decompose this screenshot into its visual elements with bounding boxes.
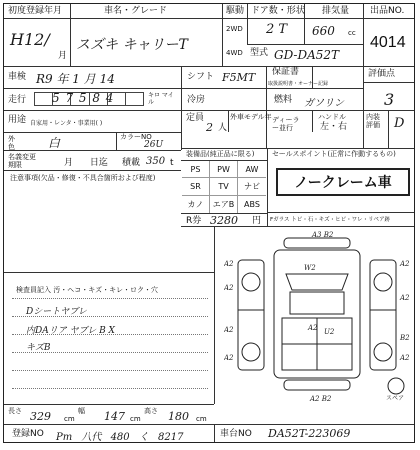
drive-4wd: 4WD [226,49,243,57]
first-reg-value: H12/ [10,30,50,49]
height-label: 高さ [144,407,158,415]
color-no-label: カラーNO [120,133,152,141]
capacity-unit: 人 [218,123,228,133]
diagram-mark-3: A2 [224,284,234,292]
diagram-mark-8: U2 [324,328,335,336]
equip-ps: PS [182,161,210,178]
diagram-mark-6: W2 [304,264,316,272]
dealer-label: ディーラー並行 [272,116,300,132]
transfer-value: 月 日迄 [64,158,108,168]
height-unit: cm [196,415,207,423]
diagram-mark-1: A3 B2 [312,231,334,239]
caution-title: 注意事項(欠品・修復・不具合箇所および程度) [10,174,156,182]
equip-kano: カノ [182,196,210,213]
color-label: 外色 [8,135,15,151]
glass-footer: Fガラス トビ・石・キズ・ヒビ・ワレ・リペア跡 [270,217,391,223]
eval-value: 3 [384,90,395,109]
diagram-mark-11: B2 [400,334,410,342]
recycle-value: 3280 [210,214,238,227]
chassis-label: 車台NO [220,429,252,439]
selling-points-title: セールスポイント(正常に作動するもの) [272,150,396,158]
handle-value: 左・右 [320,122,348,132]
recycle-unit: 円 [252,216,262,226]
mileage-label: 走行 [8,95,27,105]
interior-label: 内装評価 [366,113,380,129]
no-claim-stamp: ノークレーム車 [276,168,410,196]
note-line-2: 内DAリア ヤブレ B X [26,326,115,336]
purpose-label: 用途 [8,115,27,125]
note-line-3: キズB [26,343,51,353]
equip-tv: TV [210,178,238,195]
inspection-value: R9 年 1 月 14 [36,72,115,86]
inspector-title: 検査員記入 汚・ヘコ・キズ・キレ・ロク・穴 [16,286,159,294]
height-value: 180 [168,410,189,423]
diagram-mark-10: A2 [400,294,410,302]
model-label: 型式 [250,48,269,58]
width-unit: cm [130,415,141,423]
displacement-value: 660 [312,24,335,38]
diagram-mark-7: A2 [308,324,318,332]
equip-navi: ナビ [238,178,266,195]
doors-value: 2 T [266,22,288,37]
capacity-label: 定員 [186,113,205,123]
diagram-mark-4: A2 [224,326,234,334]
spare-label: スペア [386,395,405,402]
warranty-sub: 取扱説明書・オーナー記録 [268,81,329,87]
first-reg-label: 初度登録年月 [8,6,63,16]
fuel-value: ガソリン [304,98,344,109]
handle-label: ハンドル [318,113,346,121]
chassis-value: DA52T-223069 [268,427,351,440]
vehicle-diagram [224,230,414,402]
load-unit: t [170,158,174,168]
interior-value: D [394,116,405,131]
capacity-value: 2 [206,121,213,134]
auction-sheet [3,3,415,443]
diagram-mark-13: A2 B2 [310,395,332,402]
inspection-label: 車検 [8,72,27,82]
model-value: GD-DA52T [274,48,340,62]
reg-label: 登録NO [12,429,44,439]
equip-aw: AW [238,161,266,178]
purpose-options: 自家用・レンタ・事業用( ) [30,120,103,127]
width-value: 147 [104,410,125,423]
lot-label: 出品NO. [370,6,405,16]
fuel-label: 燃料 [274,95,293,105]
color-no-value: 26U [144,140,164,150]
load-value: 350 [146,156,166,167]
equip-airbag: エアB [210,196,238,213]
displacement-unit: cc [348,29,356,37]
eval-label: 評価点 [368,69,396,79]
length-label: 長さ [8,407,22,415]
equip-sr: SR [182,178,210,195]
name-grade-label: 車名・グレード [104,6,168,16]
displacement-label: 排気量 [322,6,350,16]
recycle-label: R券 [186,216,202,226]
diagram-mark-2: A2 [224,260,234,268]
shift-value: F5MT [222,71,256,84]
load-label: 積載 [122,158,141,168]
equip-abs: ABS [244,199,260,209]
first-reg-month: 月 [58,51,68,61]
mileage-value: 5 7 5 8 4 [52,91,115,105]
color-value: 白 [48,136,61,150]
length-unit: cm [64,415,75,423]
name-grade-value: スズキ キャリーT [76,37,188,53]
drive-label: 駆動 [226,6,245,16]
diagram-mark-9: A2 [400,260,410,268]
note-line-1: Dシートヤブレ [26,307,87,317]
doors-label: ドア数・形状 [251,6,305,16]
lot-value: 4014 [370,34,406,51]
equip-pw: PW [210,161,238,178]
drive-2wd: 2WD [226,25,243,33]
mileage-unit: キロ マイル [148,92,174,106]
reg-value: Pm 八代 480 く 8217 [56,432,184,443]
warranty-label: 保証書 [272,67,300,77]
equipment-title: 装備品(純正品に限る) [186,150,255,158]
transfer-label: 名義変更期限 [8,153,36,169]
equipment-grid [182,161,266,213]
ext-model-label: 外車モデル年 [230,113,272,121]
length-value: 329 [30,410,51,423]
width-label: 幅 [78,407,85,415]
shift-label: シフト [187,72,215,82]
ac-label: 冷房 [187,95,206,105]
diagram-mark-5: A2 [224,354,234,362]
diagram-mark-12: A2 [400,354,410,362]
